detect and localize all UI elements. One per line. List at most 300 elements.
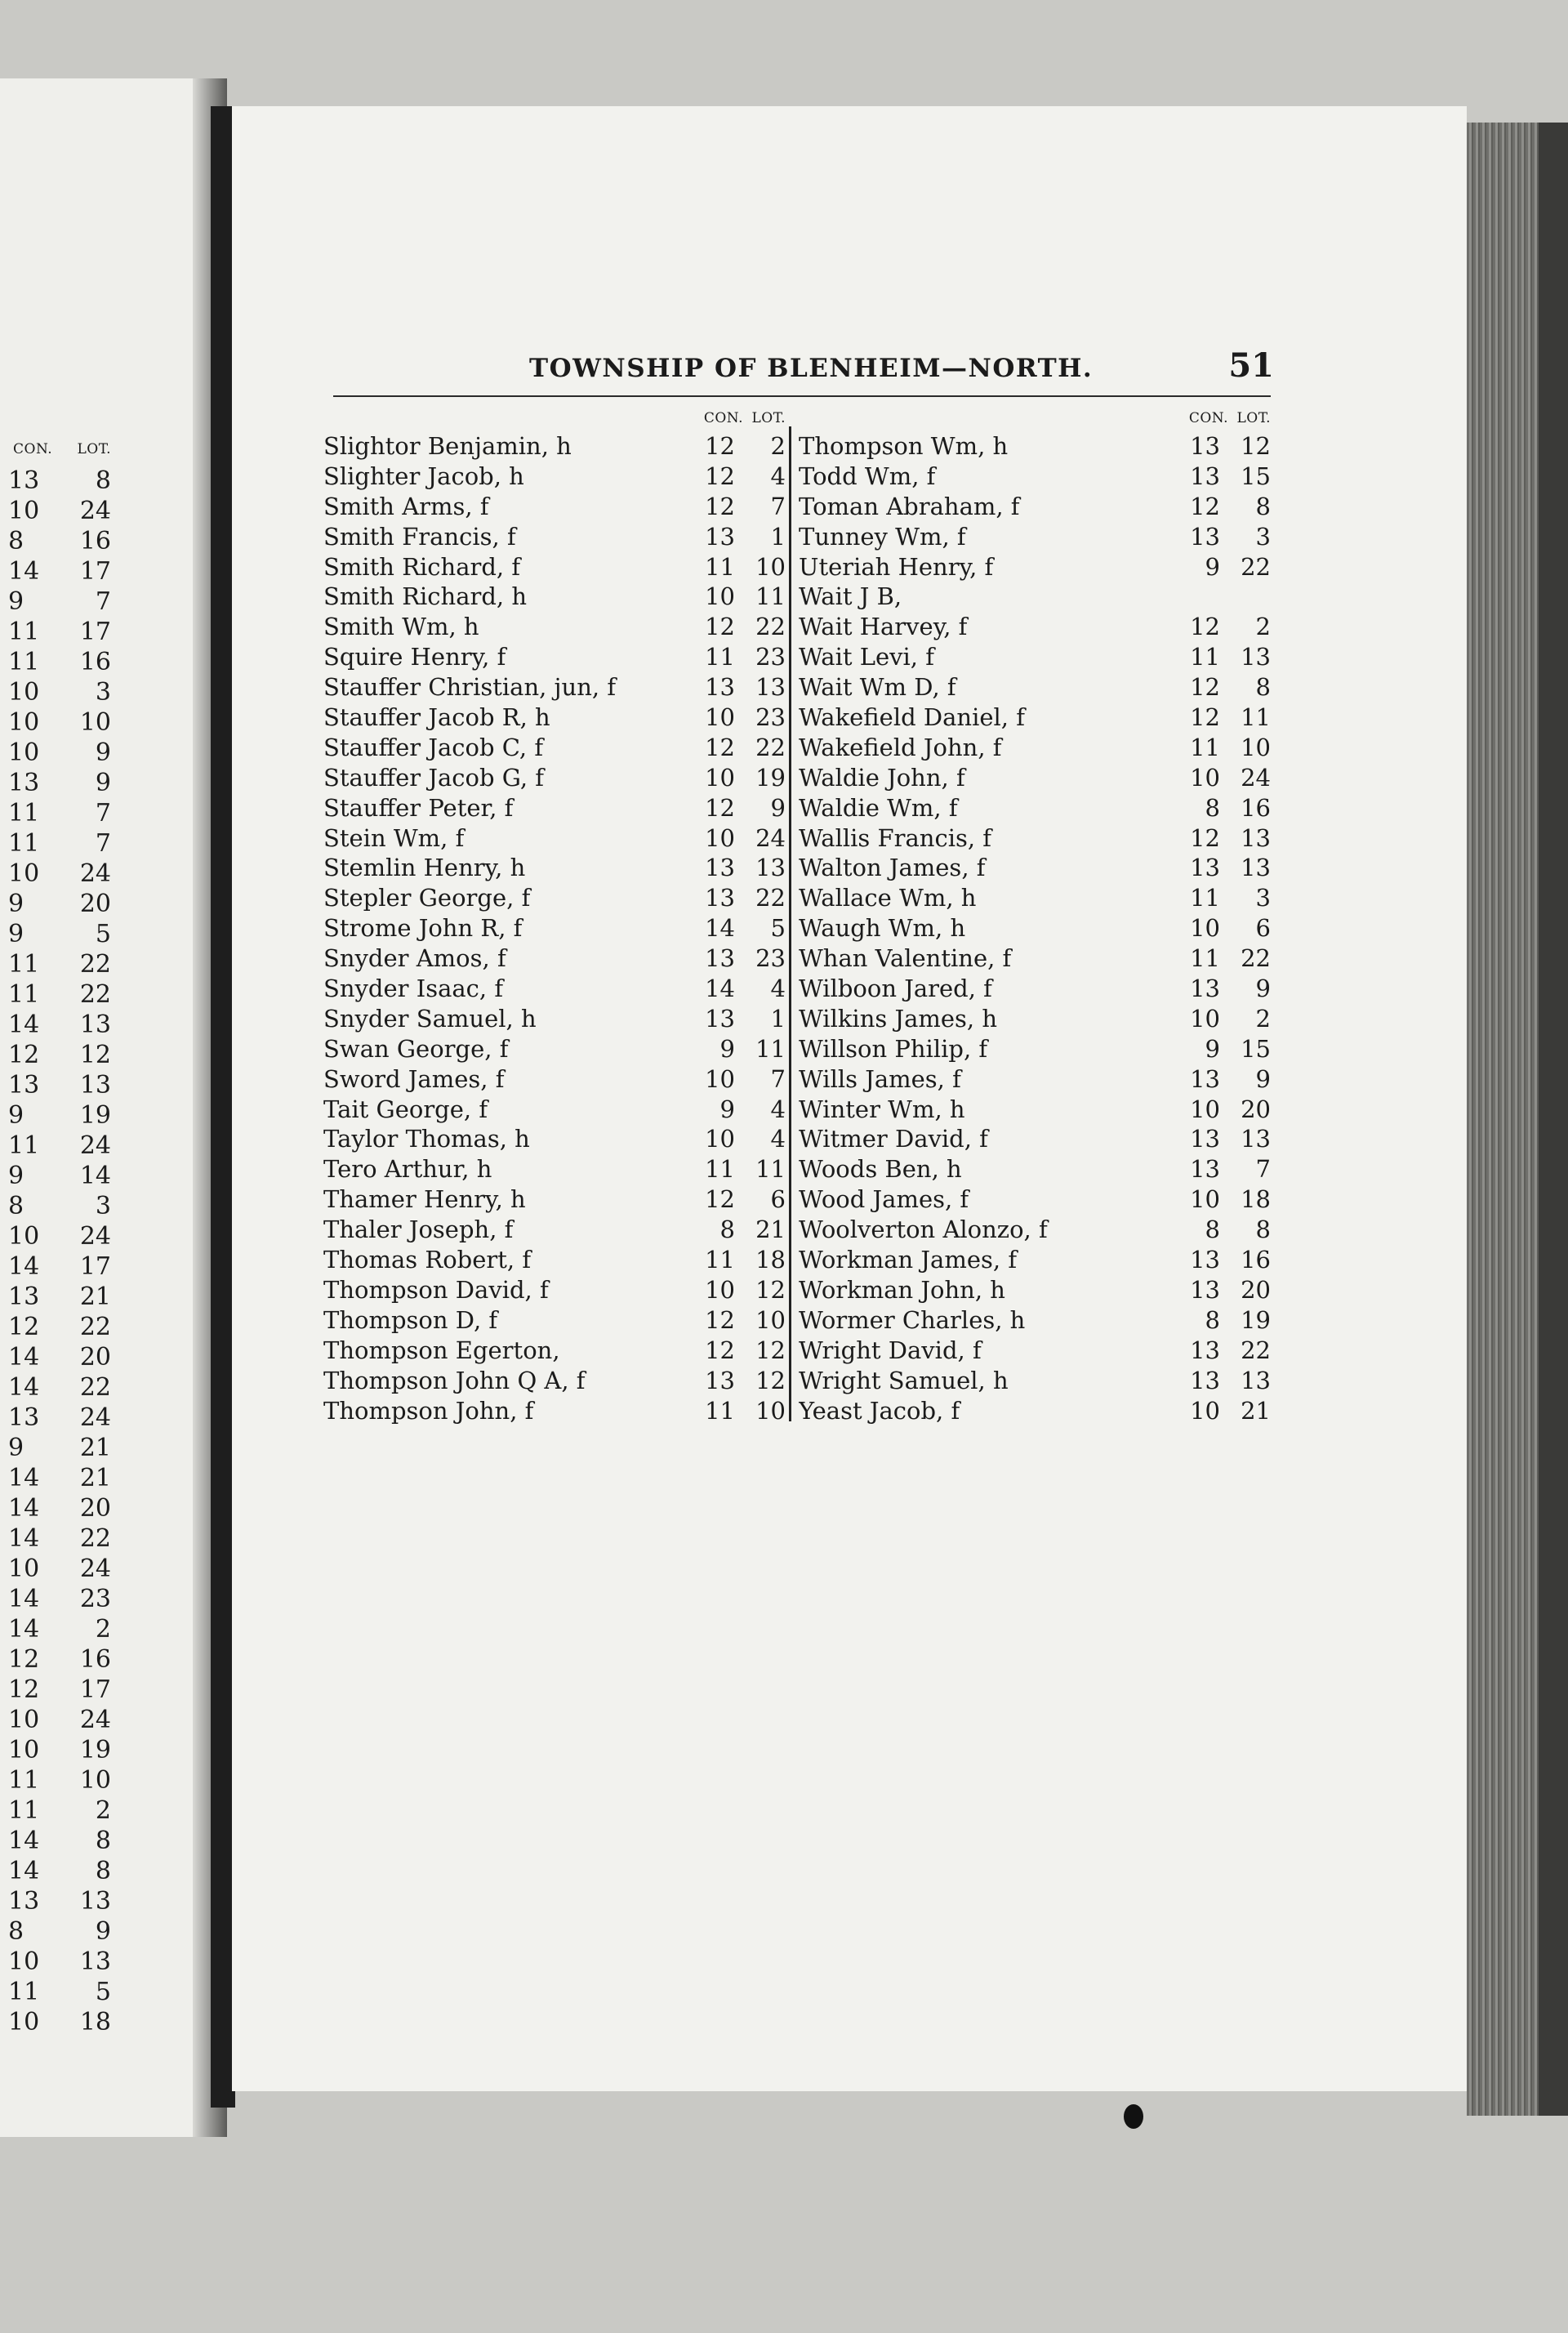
concession-number: 12 <box>8 1041 40 1069</box>
resident-name: Stauffer Jacob R, h <box>323 703 550 732</box>
directory-entry <box>8 1100 114 1131</box>
directory-entry <box>8 1251 114 1282</box>
lot-number: 22 <box>79 950 111 979</box>
directory-entry <box>323 1004 786 1034</box>
lot-number: 8 <box>1255 492 1271 520</box>
concession-number: 12 <box>705 1185 735 1214</box>
lot-number: 4 <box>770 1125 786 1153</box>
concession-number: 14 <box>8 1857 40 1885</box>
resident-name: Snyder Amos, f <box>323 944 506 973</box>
lot-number: 22 <box>1241 944 1271 973</box>
directory-column-left <box>323 410 786 1425</box>
concession-number: 14 <box>8 1373 40 1402</box>
directory-entry <box>799 913 1271 943</box>
directory-entry <box>323 913 786 943</box>
lot-number: 22 <box>79 1524 111 1553</box>
concession-number: 10 <box>705 823 735 852</box>
lot-number: 22 <box>755 884 786 912</box>
resident-name: Stauffer Christian, jun, f <box>323 673 617 702</box>
directory-entry <box>323 1034 786 1064</box>
concession-number: 11 <box>1190 884 1220 912</box>
lot-number: 9 <box>770 793 786 822</box>
directory-entry <box>799 974 1271 1004</box>
lot-number: 24 <box>79 1706 111 1734</box>
lot-number: 3 <box>95 678 111 707</box>
lot-number: 13 <box>755 854 786 882</box>
resident-name: Smith Arms, f <box>323 492 489 520</box>
directory-entry <box>8 1040 114 1070</box>
concession-number: 11 <box>705 552 735 581</box>
directory-entry <box>799 1064 1271 1095</box>
directory-entry <box>8 1705 114 1735</box>
directory-entry <box>323 823 786 854</box>
lot-number: 23 <box>755 703 786 732</box>
lot-number: 13 <box>79 1947 111 1976</box>
directory-entry <box>799 672 1271 703</box>
directory-entry <box>8 1433 114 1463</box>
concession-number: 12 <box>1190 703 1220 732</box>
resident-name: Wallis Francis, f <box>799 823 992 852</box>
lot-number: 15 <box>1241 1034 1271 1063</box>
con-label: CON. <box>13 441 53 457</box>
lot-number: 7 <box>95 587 111 616</box>
directory-entry <box>8 1614 114 1644</box>
lot-number: 18 <box>79 2008 111 2036</box>
lot-number: 11 <box>755 1155 786 1184</box>
directory-entry <box>8 919 114 949</box>
lot-number: 9 <box>1255 975 1271 1003</box>
concession-number: 10 <box>8 708 40 737</box>
directory-entry <box>8 738 114 768</box>
lot-number: 1 <box>770 1004 786 1033</box>
concession-number: 10 <box>8 1222 40 1251</box>
directory-entry <box>323 1154 786 1184</box>
lot-number: 5 <box>95 920 111 948</box>
lot-number: 10 <box>755 1305 786 1334</box>
resident-name: Wait J B, <box>799 582 902 611</box>
resident-name: Wait Levi, f <box>799 643 934 671</box>
directory-entry <box>323 582 786 612</box>
directory-entry <box>8 768 114 798</box>
concession-number: 10 <box>1190 1004 1220 1033</box>
lot-number: 9 <box>95 1917 111 1946</box>
concession-number: 10 <box>1190 1095 1220 1123</box>
directory-entry <box>799 1275 1271 1305</box>
facing-rows <box>8 466 114 2037</box>
concession-number: 10 <box>705 1125 735 1153</box>
concession-number: 12 <box>705 492 735 520</box>
lot-number: 16 <box>1241 1246 1271 1274</box>
directory-entry <box>799 1095 1271 1125</box>
lot-number: 12 <box>755 1366 786 1394</box>
concession-number: 9 <box>8 890 24 918</box>
lot-number: 2 <box>1255 613 1271 641</box>
resident-name: Taylor Thomas, h <box>323 1125 530 1153</box>
directory-entry <box>8 707 114 738</box>
directory-entry <box>799 853 1271 883</box>
header-rule <box>333 395 1271 397</box>
lot-number: 4 <box>770 462 786 490</box>
scan-edge <box>1539 123 1568 2116</box>
concession-number: 13 <box>8 769 40 797</box>
resident-name: Stauffer Peter, f <box>323 793 514 822</box>
lot-number: 9 <box>1255 1064 1271 1093</box>
directory-entry <box>8 979 114 1010</box>
lot-number: 11 <box>755 582 786 611</box>
lot-number: 9 <box>95 769 111 797</box>
directory-entry <box>799 462 1271 492</box>
directory-entry <box>323 1305 786 1336</box>
resident-name: Snyder Isaac, f <box>323 975 504 1003</box>
lot-number: 18 <box>755 1246 786 1274</box>
lot-number: 2 <box>95 1796 111 1825</box>
concession-number: 13 <box>8 1403 40 1432</box>
concession-number: 11 <box>705 643 735 671</box>
concession-number: 10 <box>705 1275 735 1304</box>
directory-entry <box>799 1004 1271 1034</box>
directory-entry <box>799 943 1271 974</box>
concession-number: 13 <box>8 1887 40 1916</box>
resident-name: Witmer David, f <box>799 1125 988 1153</box>
lot-number: 23 <box>755 643 786 671</box>
concession-number: 10 <box>8 497 40 525</box>
concession-number: 12 <box>705 432 735 460</box>
column-header <box>323 410 786 431</box>
directory-entry <box>799 763 1271 793</box>
lot-number: 16 <box>1241 793 1271 822</box>
resident-name: Wormer Charles, h <box>799 1305 1026 1334</box>
directory-entry <box>799 1184 1271 1215</box>
lot-number: 13 <box>79 1887 111 1916</box>
resident-name: Slightor Benjamin, h <box>323 432 572 460</box>
directory-entry <box>8 828 114 859</box>
lot-number: 13 <box>1241 854 1271 882</box>
lot-number: 12 <box>1241 432 1271 460</box>
lot-number: 7 <box>1255 1155 1271 1184</box>
concession-number: 12 <box>8 1313 40 1341</box>
concession-number: 11 <box>1190 733 1220 761</box>
concession-number: 13 <box>1190 1246 1220 1274</box>
resident-name: Wallace Wm, h <box>799 884 977 912</box>
lot-number: 13 <box>79 1071 111 1100</box>
concession-number: 12 <box>1190 492 1220 520</box>
lot-number: 23 <box>755 944 786 973</box>
resident-name: Wilkins James, h <box>799 1004 998 1033</box>
concession-number: 13 <box>1190 975 1220 1003</box>
lot-number: 8 <box>1255 673 1271 702</box>
concession-number: 9 <box>719 1034 735 1063</box>
lot-number: 17 <box>79 557 111 586</box>
concession-number: 10 <box>705 1064 735 1093</box>
resident-name: Stein Wm, f <box>323 823 465 852</box>
directory-entry <box>8 677 114 707</box>
resident-name: Thompson David, f <box>323 1275 549 1304</box>
resident-name: Stemlin Henry, h <box>323 854 526 882</box>
directory-entry <box>8 1403 114 1433</box>
directory-entry <box>8 1282 114 1312</box>
lot-number: 24 <box>79 859 111 888</box>
concession-number: 11 <box>8 1978 40 2006</box>
lot-number: 22 <box>79 980 111 1009</box>
concession-number: 13 <box>705 854 735 882</box>
resident-name: Thompson Wm, h <box>799 432 1009 460</box>
concession-number: 11 <box>8 950 40 979</box>
con-label: CON. <box>1188 410 1228 426</box>
directory-entry <box>323 1396 786 1426</box>
directory-entry <box>799 1245 1271 1275</box>
directory-entry <box>8 1161 114 1191</box>
concession-number: 14 <box>8 1010 40 1039</box>
lot-number: 8 <box>1255 1216 1271 1244</box>
concession-number: 13 <box>705 522 735 551</box>
concession-number: 10 <box>1190 914 1220 943</box>
concession-number: 10 <box>8 738 40 767</box>
directory-entry <box>799 582 1271 612</box>
concession-number: 10 <box>8 2008 40 2036</box>
concession-number: 12 <box>705 1336 735 1364</box>
lot-number: 21 <box>79 1282 111 1311</box>
directory-entry <box>799 883 1271 913</box>
lot-number: 14 <box>79 1162 111 1190</box>
directory-entry <box>8 587 114 617</box>
facing-column-header <box>8 441 114 466</box>
lot-number: 13 <box>1241 1366 1271 1394</box>
directory-entry <box>323 763 786 793</box>
resident-name: Wilboon Jared, f <box>799 975 992 1003</box>
lot-number: 20 <box>1241 1095 1271 1123</box>
concession-number: 13 <box>705 884 735 912</box>
lot-number: 3 <box>95 1192 111 1220</box>
resident-name: Stauffer Jacob C, f <box>323 733 544 761</box>
lot-number: 7 <box>770 1064 786 1093</box>
directory-entry <box>8 2007 114 2037</box>
concession-number: 11 <box>1190 944 1220 973</box>
resident-name: Uteriah Henry, f <box>799 552 994 581</box>
directory-entry <box>799 431 1271 462</box>
concession-number: 10 <box>705 582 735 611</box>
lot-number: 9 <box>95 738 111 767</box>
directory-entry <box>323 552 786 582</box>
lot-number: 22 <box>755 733 786 761</box>
lot-number: 22 <box>755 613 786 641</box>
concession-number: 9 <box>8 1434 24 1462</box>
resident-name: Thomas Robert, f <box>323 1246 532 1274</box>
lot-number: 17 <box>79 1252 111 1281</box>
resident-name: Thaler Joseph, f <box>323 1216 514 1244</box>
lot-number: 20 <box>79 1343 111 1372</box>
resident-name: Waldie Wm, f <box>799 793 958 822</box>
concession-number: 14 <box>8 1343 40 1372</box>
concession-number: 9 <box>8 920 24 948</box>
directory-entry <box>323 1124 786 1154</box>
lot-number: 10 <box>755 552 786 581</box>
concession-number: 11 <box>705 1396 735 1425</box>
lot-number: 8 <box>95 466 111 495</box>
concession-number: 10 <box>8 1555 40 1583</box>
directory-entry <box>323 943 786 974</box>
concession-number: 14 <box>705 914 735 943</box>
concession-number: 11 <box>8 618 40 646</box>
lot-number: 22 <box>79 1373 111 1402</box>
directory-entry <box>799 1336 1271 1366</box>
directory-entry <box>8 798 114 828</box>
lot-number: 7 <box>770 492 786 520</box>
concession-number: 8 <box>8 527 24 555</box>
concession-number: 12 <box>8 1645 40 1674</box>
resident-name: Willson Philip, f <box>799 1034 988 1063</box>
resident-name: Woods Ben, h <box>799 1155 962 1184</box>
directory-entry <box>799 552 1271 582</box>
directory-entry <box>8 466 114 496</box>
directory-entry <box>323 1064 786 1095</box>
resident-name: Yeast Jacob, f <box>799 1396 960 1425</box>
lot-number: 5 <box>95 1978 111 2006</box>
concession-number: 13 <box>1190 1064 1220 1093</box>
concession-number: 10 <box>1190 1185 1220 1214</box>
directory-entry <box>323 733 786 763</box>
column-header <box>799 410 1271 431</box>
concession-number: 13 <box>705 1366 735 1394</box>
lot-number: 2 <box>1255 1004 1271 1033</box>
lot-label: LOT. <box>77 441 111 457</box>
resident-name: Tero Arthur, h <box>323 1155 492 1184</box>
lot-number: 21 <box>1241 1396 1271 1425</box>
concession-number: 12 <box>705 1305 735 1334</box>
lot-number: 13 <box>755 673 786 702</box>
lot-number: 22 <box>79 1313 111 1341</box>
resident-name: Walton James, f <box>799 854 986 882</box>
page-number: 51 <box>1228 346 1274 385</box>
concession-number: 10 <box>1190 763 1220 792</box>
concession-number: 13 <box>8 1282 40 1311</box>
directory-entry <box>8 1826 114 1856</box>
resident-name: Stauffer Jacob G, f <box>323 763 545 792</box>
directory-entry <box>323 1336 786 1366</box>
concession-number: 9 <box>1205 1034 1220 1063</box>
directory-entry <box>8 1584 114 1614</box>
concession-number: 11 <box>8 1766 40 1795</box>
directory-entry <box>8 1644 114 1675</box>
concession-number: 10 <box>8 1947 40 1976</box>
lot-number: 11 <box>755 1034 786 1063</box>
resident-name: Smith Richard, h <box>323 582 528 611</box>
directory-entry <box>8 1886 114 1916</box>
directory-entry <box>8 1795 114 1826</box>
resident-name: Strome John R, f <box>323 914 523 943</box>
directory-entry <box>323 642 786 672</box>
directory-entry <box>323 1184 786 1215</box>
lot-number: 24 <box>755 823 786 852</box>
concession-number: 14 <box>705 975 735 1003</box>
lot-number <box>1220 582 1271 612</box>
lot-number: 24 <box>1241 763 1271 792</box>
lot-number: 19 <box>1241 1305 1271 1334</box>
directory-entry <box>8 1916 114 1947</box>
directory-entry <box>8 496 114 526</box>
directory-entry <box>8 1010 114 1040</box>
lot-number: 11 <box>1241 703 1271 732</box>
concession-number: 10 <box>8 859 40 888</box>
lot-number: 4 <box>770 975 786 1003</box>
lot-number: 10 <box>79 1766 111 1795</box>
concession-number: 13 <box>1190 1155 1220 1184</box>
resident-name: Workman James, f <box>799 1246 1018 1274</box>
lot-number: 22 <box>1241 552 1271 581</box>
directory-entry <box>8 556 114 587</box>
resident-name: Wakefield John, f <box>799 733 1002 761</box>
lot-number: 19 <box>79 1101 111 1130</box>
concession-number: 14 <box>8 1585 40 1613</box>
resident-name: Snyder Samuel, h <box>323 1004 537 1033</box>
directory-entry <box>323 492 786 522</box>
directory-entry <box>8 1947 114 1977</box>
concession-number: 9 <box>719 1095 735 1123</box>
directory-entry <box>8 1856 114 1886</box>
lot-number: 2 <box>770 432 786 460</box>
directory-entry <box>323 1095 786 1125</box>
concession-number: 9 <box>8 1101 24 1130</box>
running-header <box>327 346 1274 385</box>
concession-number: 10 <box>705 763 735 792</box>
lot-label: LOT. <box>751 410 786 426</box>
concession-number: 12 <box>1190 613 1220 641</box>
resident-name: Smith Francis, f <box>323 522 516 551</box>
resident-name: Smith Richard, f <box>323 552 521 581</box>
directory-entry <box>799 1366 1271 1396</box>
concession-number: 13 <box>1190 1336 1220 1364</box>
concession-number: 11 <box>705 1246 735 1274</box>
directory-entry <box>8 1554 114 1584</box>
directory-entry <box>799 492 1271 522</box>
directory-entry <box>323 1215 786 1245</box>
lot-number: 10 <box>79 708 111 737</box>
directory-entry <box>799 1396 1271 1426</box>
lot-number: 8 <box>95 1857 111 1885</box>
directory-entry <box>799 1124 1271 1154</box>
directory-entry <box>323 974 786 1004</box>
concession-number: 12 <box>705 793 735 822</box>
directory-entry <box>799 1215 1271 1245</box>
resident-name: Swan George, f <box>323 1034 509 1063</box>
concession-number: 11 <box>8 829 40 858</box>
concession-number: 13 <box>1190 1366 1220 1394</box>
concession-number: 13 <box>1190 462 1220 490</box>
lot-number: 19 <box>79 1736 111 1764</box>
directory-entry <box>323 703 786 733</box>
ink-spot <box>1124 2104 1143 2129</box>
directory-entry <box>799 733 1271 763</box>
directory-entry <box>8 647 114 677</box>
concession-number: 12 <box>1190 823 1220 852</box>
lot-number: 20 <box>79 890 111 918</box>
directory-entry <box>323 672 786 703</box>
lot-number: 16 <box>79 527 111 555</box>
lot-number: 24 <box>79 1403 111 1432</box>
concession-number: 8 <box>8 1192 24 1220</box>
lot-number: 18 <box>1241 1185 1271 1214</box>
lot-number: 19 <box>755 763 786 792</box>
concession-number: 12 <box>1190 673 1220 702</box>
directory-entry <box>799 642 1271 672</box>
directory-entry <box>8 949 114 979</box>
directory-entry <box>799 793 1271 823</box>
lot-number: 12 <box>79 1041 111 1069</box>
directory-entry <box>8 1523 114 1554</box>
directory-entry <box>8 1191 114 1221</box>
resident-name: Thompson John, f <box>323 1396 534 1425</box>
resident-name: Slighter Jacob, h <box>323 462 524 490</box>
concession-number: 14 <box>8 1615 40 1644</box>
